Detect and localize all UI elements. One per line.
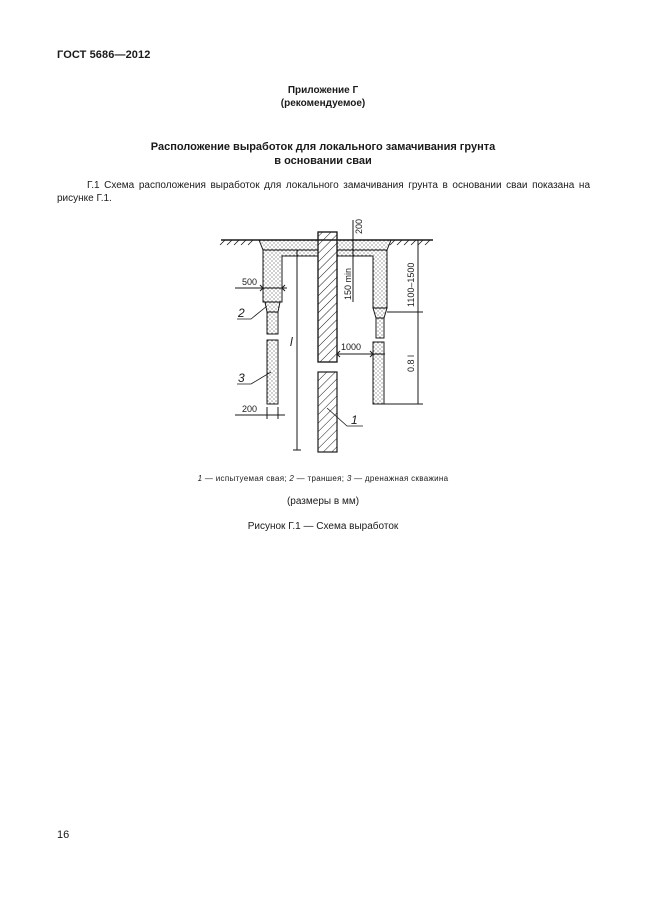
dimension-150: 150 min <box>343 267 353 300</box>
dimension-1000: 1000 <box>341 342 362 352</box>
dimension-l: l <box>290 335 293 349</box>
section-title <box>0 140 646 168</box>
excavation-diagram <box>215 212 445 462</box>
length-dimension <box>293 250 301 450</box>
test-pile <box>318 232 337 452</box>
callout-3: 3 <box>238 371 245 385</box>
legend-number-2: 2 <box>289 474 295 483</box>
appendix-status: (рекомендуемое) <box>280 98 366 109</box>
dimension-0-8l: 0.8 l <box>406 354 416 372</box>
body-paragraph <box>57 179 590 205</box>
section-title-line-2: в основании сваи <box>274 155 372 167</box>
dimension-right-lines <box>384 240 423 404</box>
dimension-200-top: 200 <box>354 218 364 234</box>
section-title-line-1: Расположение выработок для локального замачивания грунта <box>150 141 496 153</box>
dimension-500: 500 <box>242 277 258 287</box>
figure-caption: Рисунок Г.1 — Схема выработок <box>247 521 399 532</box>
appendix-heading <box>0 84 646 110</box>
legend-number-3: 3 <box>346 474 352 483</box>
callout-2: 2 <box>238 306 245 320</box>
legend-text-2: — траншея; <box>294 474 347 483</box>
figure-legend <box>0 474 646 483</box>
legend-text-3: — дренажная скважина <box>351 474 449 483</box>
figure-units: (размеры в мм) <box>286 496 360 507</box>
legend-text-1: — испытуемая свая; <box>202 474 290 483</box>
document-header: ГОСТ 5686—2012 <box>57 49 151 61</box>
page-number: 16 <box>57 829 70 841</box>
callout-1: 1 <box>351 413 358 427</box>
body-paragraph-text: Г.1 Схема расположения выработок для локального замачивания грунта в основании сваи показана на рисунке Г.1. <box>57 180 590 204</box>
appendix-title: Приложение Г <box>287 85 359 96</box>
dimension-200-bottom: 200 <box>242 404 258 414</box>
legend-number-1: 1 <box>197 474 203 483</box>
dimension-1100-1500: 1100–1500 <box>406 262 416 307</box>
